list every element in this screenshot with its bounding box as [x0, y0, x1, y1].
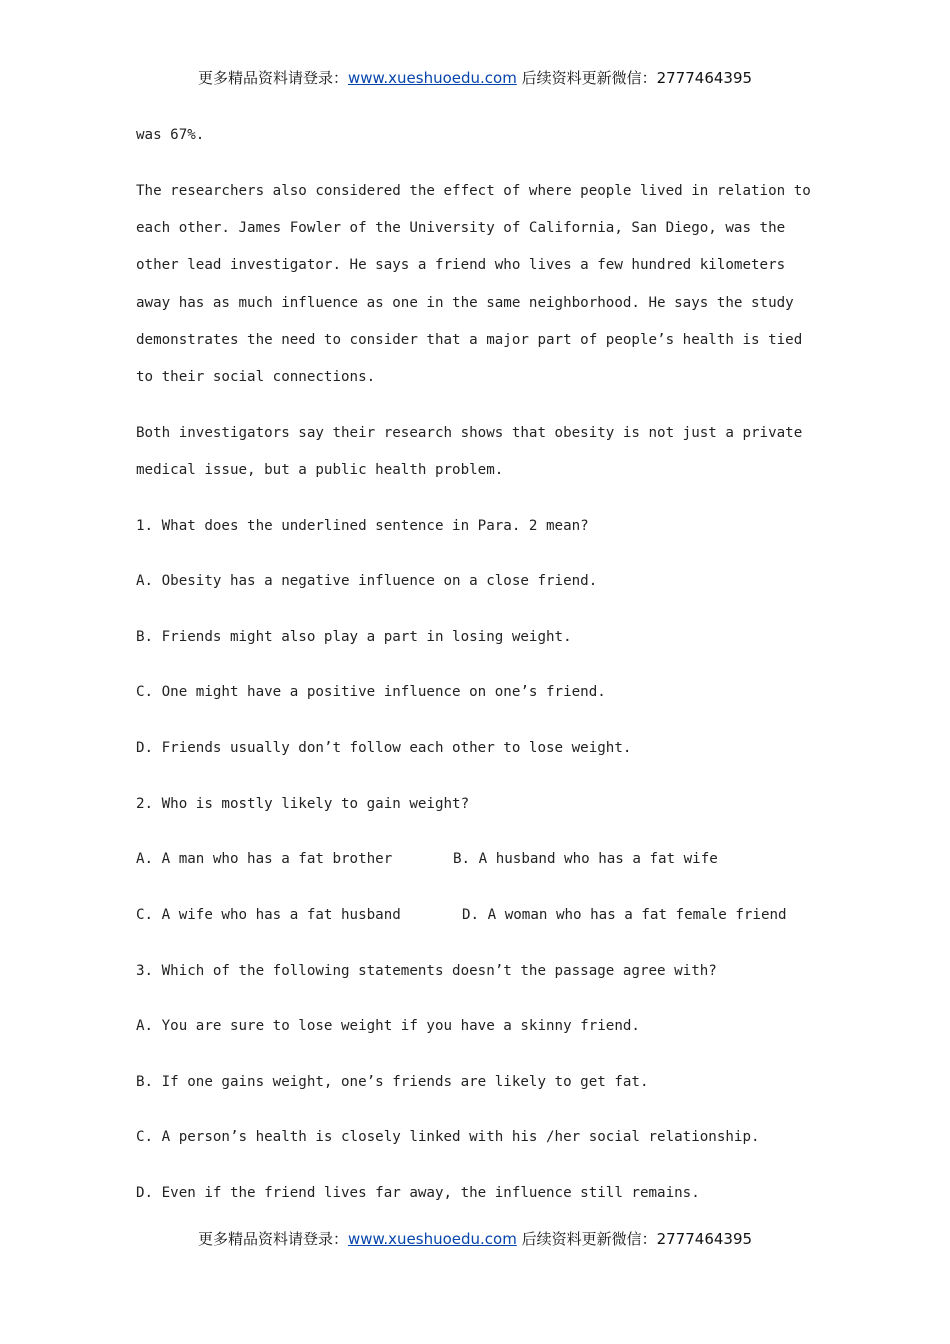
- question-option: A. Obesity has a negative influence on a close friend.: [136, 573, 598, 589]
- passage-line: demonstrates the need to consider that a major part of people’s health is tied: [136, 332, 803, 348]
- question-option: B. If one gains weight, one’s friends are likely to get fat.: [136, 1074, 649, 1090]
- footer-suffix: 后续资料更新微信：2777464395: [516, 1230, 753, 1248]
- question-option: C. A wife who has a fat husband: [136, 907, 401, 923]
- page-footer: [0, 1228, 950, 1249]
- passage-line: to their social connections.: [136, 369, 376, 385]
- footer-link[interactable]: www.xueshuoedu.com: [347, 1230, 517, 1248]
- page-header: [0, 67, 950, 88]
- question-option: C. One might have a positive influence on one’s friend.: [136, 684, 606, 700]
- question-option: A. A man who has a fat brother: [136, 851, 393, 867]
- header-link[interactable]: www.xueshuoedu.com: [347, 69, 517, 87]
- header-suffix: 后续资料更新微信：2777464395: [516, 69, 753, 87]
- question-option: A. You are sure to lose weight if you have a skinny friend.: [136, 1018, 640, 1034]
- passage-line: each other. James Fowler of the University of California, San Diego, was the: [136, 220, 786, 236]
- question-stem: 2. Who is mostly likely to gain weight?: [136, 796, 470, 812]
- passage-line: was 67%.: [136, 127, 205, 143]
- question-option: B. Friends might also play a part in losing weight.: [136, 629, 572, 645]
- question-stem: 3. Which of the following statements doesn’t the passage agree with?: [136, 963, 717, 979]
- question-option: B. A husband who has a fat wife: [453, 851, 718, 867]
- passage-line: away has as much influence as one in the same neighborhood. He says the study: [136, 295, 794, 311]
- passage-line: other lead investigator. He says a friend who lives a few hundred kilometers: [136, 257, 786, 273]
- question-option: D. Friends usually don’t follow each other to lose weight.: [136, 740, 632, 756]
- header-prefix: 更多精品资料请登录：: [197, 69, 348, 87]
- question-stem: 1. What does the underlined sentence in Para. 2 mean?: [136, 518, 589, 534]
- question-option: D. A woman who has a fat female friend: [462, 907, 787, 923]
- passage-line: medical issue, but a public health problem.: [136, 462, 504, 478]
- footer-prefix: 更多精品资料请登录：: [197, 1230, 348, 1248]
- passage-line: Both investigators say their research shows that obesity is not just a private: [136, 425, 803, 441]
- question-option: C. A person’s health is closely linked with his /her social relationship.: [136, 1129, 760, 1145]
- passage-line: The researchers also considered the effect of where people lived in relation to: [136, 183, 811, 199]
- question-option: D. Even if the friend lives far away, the influence still remains.: [136, 1185, 700, 1201]
